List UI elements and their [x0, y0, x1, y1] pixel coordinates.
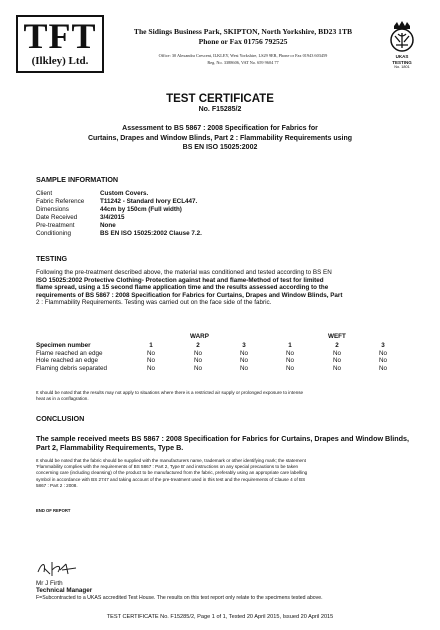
result-cell: No: [378, 364, 388, 372]
result-cell: No: [332, 357, 342, 364]
info-value: Custom Covers.: [100, 190, 149, 197]
result-cell: No: [239, 357, 249, 364]
conclusion-note-line: concerning care (including cleansing) of the product to be manufactured from the fabric, preferably using an appropriate care labelling: [36, 470, 308, 476]
certificate-number: No. F15285/2: [198, 106, 242, 113]
company-address: [112, 27, 374, 47]
info-row: [36, 222, 202, 230]
result-cell: No: [378, 349, 388, 357]
result-cell: No: [285, 349, 295, 357]
result-cell: No: [193, 349, 203, 357]
assessment-line: Assessment to BS 5867 : 2008 Specification for Fabrics for: [122, 125, 318, 132]
testing-line: flame spread, using a 15 second flame application time and the results assessed according to the: [36, 284, 329, 292]
conclusion-note-line: 5867 : Part 2 : 2008.: [36, 482, 78, 488]
warp-group-label: WARP: [190, 333, 209, 340]
info-row: [36, 214, 202, 222]
specimen-number: 3: [242, 342, 246, 349]
assessment-line: Curtains, Drapes and Window Blinds, Part 2 : Flammability Requirements using: [87, 134, 353, 142]
logo-sub-text: (Ilkley) Ltd.: [31, 55, 89, 67]
info-value: BS EN ISO 15025:2002 Clause 7.2.: [100, 230, 202, 238]
disclaimer-line: heat as in a conflagration.: [36, 396, 89, 402]
result-cell: No: [378, 357, 388, 364]
result-cell: No: [285, 357, 295, 364]
specimen-number: 1: [288, 342, 292, 349]
result-cell: No: [193, 364, 203, 372]
office-address: Office: 30 Alexandra Crescent, ILKLEY, West Yorkshire, LS29 9ER, Phone or Fax 01943 603459: [158, 53, 328, 58]
result-cell: No: [285, 364, 295, 372]
sample-info-table: [36, 190, 202, 239]
info-row: [36, 230, 202, 238]
conclusion-heading: CONCLUSION: [36, 414, 85, 423]
signatory-role: Technical Manager: [36, 587, 93, 595]
signatory-name: Mr J Firth: [36, 580, 63, 587]
info-key: Pre-treatment: [36, 222, 75, 230]
row-label: Flame reached an edge: [36, 349, 103, 357]
specimen-label: Specimen number: [36, 342, 91, 349]
testing-line: requirements of BS 5867 : 2008 Specification for Fabrics for Curtains, Drapes and Window Blinds, Part: [36, 291, 343, 299]
info-key: Conditioning: [36, 230, 72, 238]
testing-line: Following the pre-treatment described above, the material was conditioned and tested according to BS EN: [36, 269, 332, 276]
testing-heading: TESTING: [36, 254, 68, 263]
info-key: Fabric Reference: [36, 198, 85, 206]
sample-information-heading: SAMPLE INFORMATION: [36, 175, 119, 184]
document-title: TEST CERTIFICATE: [166, 93, 274, 105]
info-row: [36, 190, 202, 198]
info-value: 44cm by 150cm (Full width): [100, 206, 182, 214]
result-cell: No: [193, 357, 203, 364]
assessment-line: BS EN ISO 15025:2002: [182, 144, 258, 151]
info-value: T11242 - Standard Ivory ECL447.: [100, 198, 198, 206]
info-key: Date Received: [36, 214, 78, 222]
testing-line: ISO 15025:2002 Protective Clothing- Protection against heat and flame-Method of test for limited: [36, 276, 324, 284]
subcontract-footnote: F=Subcontracted to a UKAS accredited Test House. The results on this test report only relate to the specimens tested above.: [36, 594, 323, 601]
result-cell: No: [146, 349, 156, 357]
info-row: [36, 206, 202, 214]
conclusion-note-line: symbol in accordance with BS 2747 and taking account of the pre-treatment used in this test and the requirements of Clause 4 of BS: [36, 476, 306, 482]
ukas-crown-icon: [384, 18, 420, 54]
registration-number: Reg. No. 3388606, VAT No. 659 9604 77: [207, 59, 279, 65]
specimen-number: 2: [335, 342, 339, 349]
signature: [36, 558, 82, 578]
ukas-number: No. 1801: [394, 65, 410, 69]
result-cell: No: [239, 364, 249, 372]
office-details: [112, 53, 374, 66]
info-key: Dimensions: [36, 206, 69, 214]
weft-group-label: WEFT: [328, 333, 346, 340]
info-key: Client: [36, 190, 53, 197]
info-value: None: [100, 222, 116, 230]
logo-main-text: TFT: [23, 16, 97, 56]
result-cell: No: [332, 349, 342, 357]
testing-paragraph: [36, 269, 406, 307]
info-row: [36, 198, 202, 206]
ukas-name: UKAS: [395, 54, 409, 59]
result-cell: No: [239, 349, 249, 357]
page-footer: TEST CERTIFICATE No. F15285/2, Page 1 of 1, Tested 20 April 2015, Issued 20 April 2015: [106, 614, 334, 620]
ukas-sub: TESTING: [392, 59, 412, 65]
row-label: Hole reached an edge: [36, 357, 98, 364]
testing-line: 2 : Flammability Requirements. Testing was carried out on the face side of the fabric.: [36, 299, 272, 307]
specimen-number: 1: [149, 342, 153, 349]
conclusion-note-line: 'Flammability complies with the requirements of BS 5867 : Part 2, Type B' and instructions on any special precautions to be taken: [36, 464, 299, 470]
conclusion-statement: The sample received meets BS 5867 : 2008 Specification for Fabrics for Curtains, Drapes and Window Blinds, Part 2, Flammability Requirements, Type B.: [36, 434, 410, 452]
end-of-report: END OF REPORT: [36, 508, 71, 513]
assessment-heading: [30, 124, 410, 153]
info-value: 3/4/2015: [100, 214, 125, 222]
company-logo: [16, 15, 104, 73]
signatory-block: [36, 580, 323, 602]
address-line-1: The Sidings Business Park, SKIPTON, North Yorkshire, BD23 1TB: [133, 27, 353, 36]
ukas-accreditation-mark: [382, 18, 422, 76]
specimen-number: 3: [381, 342, 385, 349]
result-cell: No: [332, 364, 342, 372]
disclaimer-line: It should be noted that the results may not apply to situations where there is a restricted air supply or prolonged exposure to intense: [36, 390, 304, 395]
result-cell: No: [146, 364, 156, 372]
row-label: Flaming debris separated: [36, 364, 108, 372]
result-cell: No: [146, 357, 156, 364]
results-disclaimer: [36, 390, 408, 402]
conclusion-note-line: It should be noted that the fabric should be supplied with the manufacturers name, trademark or other identifying mark; the statement: [36, 458, 306, 463]
conclusion-note: [36, 458, 408, 489]
address-line-2: Phone or Fax 01756 792525: [198, 37, 288, 46]
specimen-number: 2: [196, 342, 200, 349]
